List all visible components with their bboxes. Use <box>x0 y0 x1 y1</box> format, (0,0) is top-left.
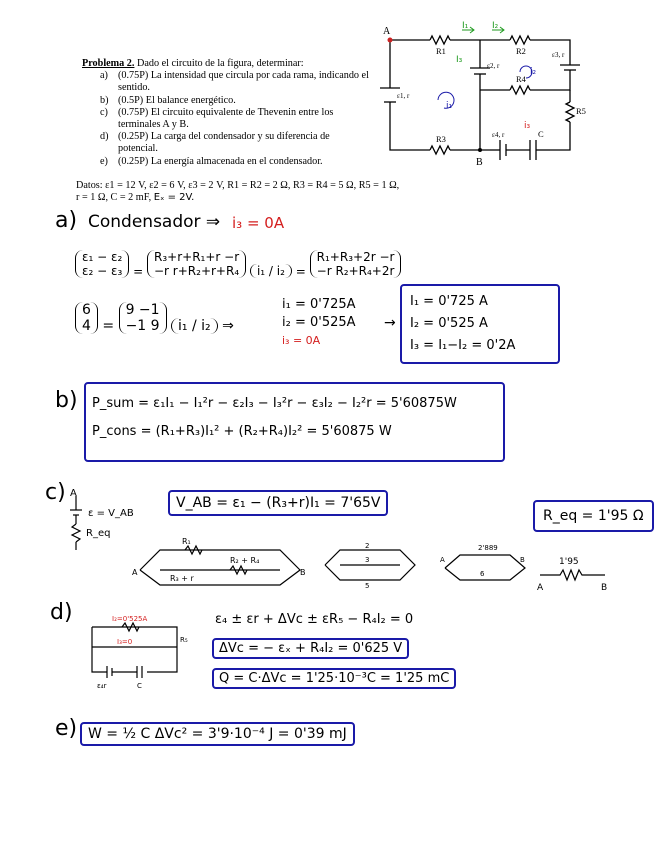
loop-i3-label: i₃ <box>524 121 531 131</box>
problem-item: c) (0.75P) El circuito equivalente de Thevenin entre los terminales A y B. <box>100 106 334 131</box>
svg-text:2: 2 <box>365 542 370 550</box>
kirchhoff-equation: ε₄ ± εr + ΔVc ± εR₅ − R₄I₂ = 0 <box>215 612 414 627</box>
lhs-vector: ε₁ − ε₂ ε₂ − ε₃ <box>75 250 129 278</box>
svg-text:B: B <box>601 583 608 593</box>
voltage-equation: ΔVc = − εₓ + R₄I₂ = 0'625 V <box>219 641 403 656</box>
capacitor-loop-diagram <box>82 612 192 692</box>
equivalent-network-final <box>535 550 615 595</box>
e2-label: ε2, r <box>487 62 500 70</box>
svg-text:I₂=0'525A: I₂=0'525A <box>112 615 148 623</box>
node-a-dot <box>388 38 393 43</box>
resistance-matrix-2: R₁+R₃+2r −r −r R₂+R₄+2r <box>310 250 402 278</box>
node-b-dot <box>478 148 482 152</box>
i3-label: I₃ <box>456 55 463 65</box>
r5-label: R5 <box>576 106 586 116</box>
node-a-label: A <box>383 26 391 37</box>
svg-text:ε₄r: ε₄r <box>97 682 107 690</box>
loop-i2-label: i₂ <box>530 67 537 77</box>
svg-text:1'95: 1'95 <box>559 557 579 567</box>
svg-text:R₂ + R₄: R₂ + R₄ <box>230 556 260 565</box>
charge-box <box>212 668 456 689</box>
current-vector: i₁ / i₂ <box>250 264 292 278</box>
svg-text:B: B <box>520 556 525 564</box>
svg-text:A: A <box>537 583 544 593</box>
r1-label: R1 <box>436 46 446 56</box>
energy-equation: W = ½ C ΔVc² = 3'9·10⁻⁴ J = 0'39 mJ <box>88 726 347 742</box>
condensador-text: Condensador ⇒ <box>88 212 221 232</box>
i3-zero-text: i₃ = 0A <box>232 214 285 232</box>
thevenin-e-label: ε = V_AB <box>88 508 134 519</box>
req-box <box>533 500 654 532</box>
equivalent-network-1 <box>130 535 310 595</box>
matrix-equation-numeric: 6 4 = 9 −1 −1 9 i₁ / i₂ ⇒ <box>75 302 234 334</box>
problem-heading <box>82 58 372 70</box>
equivalent-network-2 <box>320 540 420 590</box>
result-I2: I₂ = 0'525 A <box>410 316 488 331</box>
svg-text:C: C <box>137 682 142 690</box>
req-value: R_eq = 1'95 Ω <box>543 508 644 524</box>
svg-text:R₁: R₁ <box>182 537 191 546</box>
data-extra: Eₓ = 2V. <box>153 192 195 203</box>
e4-label: ε4, r <box>492 131 505 139</box>
part-e-label: e) <box>55 716 78 741</box>
problem-intro: Dado el circuito de la figura, determinar: <box>137 58 304 69</box>
thevenin-symbol <box>66 490 96 560</box>
problem-data <box>76 180 496 204</box>
part-c-label: c) <box>45 480 66 505</box>
result-I3: I₃ = I₁−I₂ = 0'2A <box>410 338 516 353</box>
result-I1: I₁ = 0'725 A <box>410 294 488 309</box>
data-line-1: Datos: ε1 = 12 V, ε2 = 6 V, ε3 = 2 V, R1 = R2 = 2 Ω, R3 = R4 = 5 Ω, R5 = 1 Ω, <box>76 180 400 191</box>
matrix-equation-symbolic: ε₁ − ε₂ ε₂ − ε₃ = R₃+r+R₁+r −r −r r+R₂+r+R₄ i₁ / i₂ = R₁+R₃+2r −r −r R₂+R₄+2r <box>75 250 401 279</box>
arrow-icon: → <box>384 315 396 331</box>
problem-item: a) (0.75P) La intensidad que circula por cada rama, indicando el sentido. <box>100 70 369 94</box>
svg-text:3: 3 <box>365 556 370 564</box>
problem-title: Problema 2. <box>82 58 135 69</box>
problem-item: e) (0.25P) La energía almacenada en el condensador. <box>100 155 323 167</box>
part-a-label: a) <box>55 208 78 233</box>
problem-item: d) (0.25P) La carga del condensador y su diferencia de potencial. <box>100 131 330 155</box>
energy-box <box>80 722 355 746</box>
vab-equation: V_AB = ε₁ − (R₃+r)I₁ = 7'65V <box>176 495 381 511</box>
sol-i3: i₃ = 0A <box>282 334 321 347</box>
problem-statement <box>82 58 372 168</box>
problem-item: b) (0.5P) El balance energético. <box>100 94 236 106</box>
power-consumed: P_cons = (R₁+R₃)I₁² + (R₂+R₄)I₂² = 5'60875 W <box>92 424 392 439</box>
vab-box <box>168 490 388 516</box>
svg-text:R₅: R₅ <box>180 636 188 644</box>
equivalent-network-3 <box>440 540 530 590</box>
loop-i1-label: i₁ <box>446 101 453 111</box>
e3-label: ε3, r <box>552 51 565 59</box>
svg-text:A: A <box>440 556 445 564</box>
svg-text:I₃=0: I₃=0 <box>117 638 133 646</box>
cap-label: C <box>538 129 544 139</box>
svg-text:A: A <box>132 568 138 577</box>
i2-top-label: I₂ <box>492 21 499 31</box>
power-supplied: P_sum = ε₁I₁ − I₁²r − ε₂I₃ − I₃²r − ε₃I₂ − I₂²r = 5'60875W <box>92 396 457 411</box>
problem-items <box>82 70 372 168</box>
solution-block <box>282 296 356 350</box>
svg-text:5: 5 <box>365 582 370 590</box>
data-line-2: r = 1 Ω, C = 2 mF, Eₓ = 2V. <box>76 192 195 203</box>
thevenin-a: A <box>70 488 77 499</box>
i1-top-label: I₁ <box>462 21 469 31</box>
charge-equation: Q = C·ΔVc = 1'25·10⁻³C = 1'25 mC <box>219 671 450 686</box>
part-b-label: b) <box>55 388 78 413</box>
e1-label: ε1, r <box>397 92 410 100</box>
thevenin-req-label: R_eq <box>86 528 111 539</box>
power-balance-box <box>84 382 505 462</box>
sol-i2: i₂ = 0'525A <box>282 315 356 330</box>
currents-result-box <box>400 284 560 364</box>
r2-label: R2 <box>516 46 526 56</box>
svg-text:B: B <box>300 568 306 577</box>
circuit-diagram <box>370 10 630 170</box>
voltage-box <box>212 638 409 659</box>
r3-label: R3 <box>436 134 446 144</box>
svg-text:6: 6 <box>480 570 485 578</box>
svg-text:R₃ + r: R₃ + r <box>170 574 194 583</box>
resistance-matrix: R₃+r+R₁+r −r −r r+R₂+r+R₄ <box>147 250 246 278</box>
r4-label: R4 <box>516 74 526 84</box>
svg-text:2'889: 2'889 <box>478 544 498 552</box>
part-d-label: d) <box>50 600 73 625</box>
sol-i1: i₁ = 0'725A <box>282 297 356 312</box>
node-b-label: B <box>476 157 483 168</box>
